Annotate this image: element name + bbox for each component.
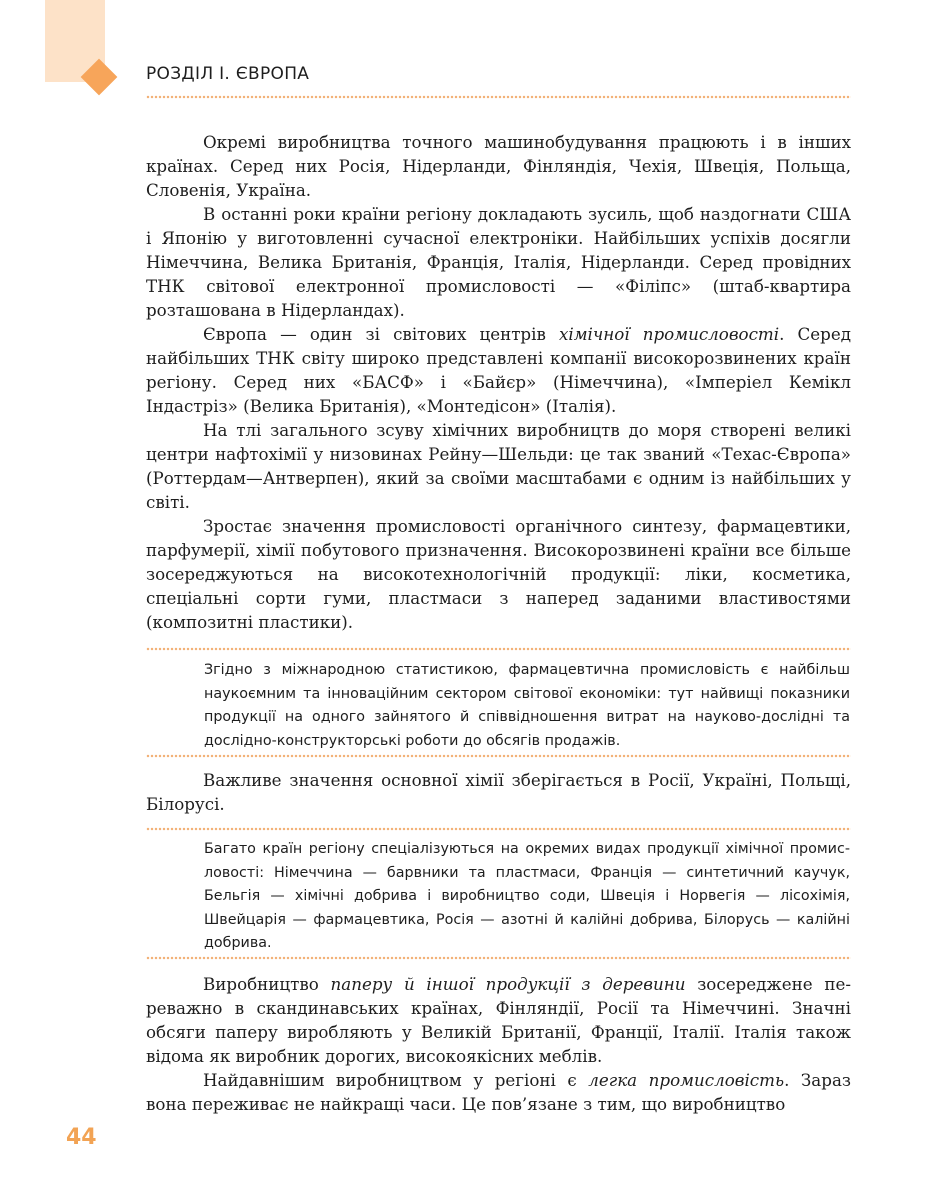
paragraph: Найдавнішим виробництвом у регіоні є легка промисловість. Зараз вона переживає не найкращі часи. Це пов’язане з тим, що виробництво: [146, 1070, 851, 1114]
note-text: Багато країн регіону спеціалізуються на окремих видах продукції хімічної промисловості: Німеччина — барвники та пластмаси, Франція — синтетичний каучук, Бельгія — хімічні добрива і виробництво соди, Швеція і Норвегія — лісохімія, Швейцарія — фармацевтика, Росія — азотні й калійні добрива, Білорусь — калійні добрива.: [204, 841, 850, 951]
emphasis: легка промисловість: [588, 1070, 785, 1090]
header-divider: [146, 94, 851, 100]
paragraph: В останні роки країни регіону докладають зусиль, щоб наздогнати США і Японію у виготовленні сучасної електроніки. Найбільших успіхів досягли Німеччина, Велика Британія, Франція, Італія, Нідерланди. Серед провідних ТНК світової електронної промисловості — «Філіпс» (штаб-квартира розташована в Нідерландах).: [146, 204, 851, 320]
note-box-1: [204, 659, 850, 753]
paragraph: На тлі загального зсуву хімічних виробництв до моря створені великі центри нафтохімії у низовинах Рейну—Шельди: це так званий «Техас-Європа» (Роттердам—Антверпен), який за своїми масштабами є одним із найбільших у світі.: [146, 420, 851, 512]
emphasis: паперу й іншої продукції з деревини: [330, 974, 686, 994]
text-block-1: [146, 130, 851, 634]
paragraph: Зростає значення промисловості органічного синтезу, фармацевтики, парфумерії, хімії побутового призначення. Високорозвинені країни все більше зосереджуються на високотехнологічній продукції: ліки, косметика, спеціальні сорти гуми, пластмаси з наперед заданими властивостями (композитні пластики).: [146, 516, 851, 632]
note-divider-top: [146, 646, 851, 652]
note-divider-bottom: [146, 955, 851, 961]
note-divider-top: [146, 826, 851, 832]
note-divider-bottom: [146, 753, 851, 759]
paragraph: Важливе значення основної хімії зберігається в Росії, Україні, Польщі, Білорусі.: [146, 770, 851, 814]
paragraph: Виробництво паперу й іншої продукції з деревини зосереджене переважно в скандинавських країнах, Фінляндії, Росії та Німеччині. Значні обсяги паперу виробляють у Великій Британії, Франції, Італії. Італія також відома як виробник дорогих, високоякісних меблів.: [146, 974, 851, 1066]
text-block-3: [146, 972, 851, 1116]
section-title: РОЗДІЛ І. ЄВРОПА: [146, 64, 310, 84]
emphasis: хімічної промисловості: [558, 324, 780, 344]
paragraph: Окремі виробництва точного машинобудування працюють і в інших країнах. Серед них Росія, Нідерланди, Фінляндія, Чехія, Швеція, Польща, Словенія, Україна.: [146, 132, 851, 200]
note-box-2: [204, 838, 850, 956]
note-text: Згідно з міжнародною статистикою, фармацевтична промисловість є найбільш наукоємним та інноваційним сектором світової економіки: тут найвищі показники продукції на одного зайнятого й співвідношення витрат на науково-дослідні та дослідно-конструкторські роботи до обсягів продажів.: [204, 662, 850, 749]
page-number: 44: [66, 1125, 97, 1150]
paragraph: Європа — один зі світових центрів хімічної промисловості. Серед найбільших ТНК світу широко представлені компанії високорозвинених країн регіону. Серед них «БАСФ» і «Байєр» (Німеччина), «Імперіел Кемікл Індастріз» (Велика Британія), «Монтедісон» (Італія).: [146, 324, 851, 416]
text-block-2: [146, 768, 851, 816]
